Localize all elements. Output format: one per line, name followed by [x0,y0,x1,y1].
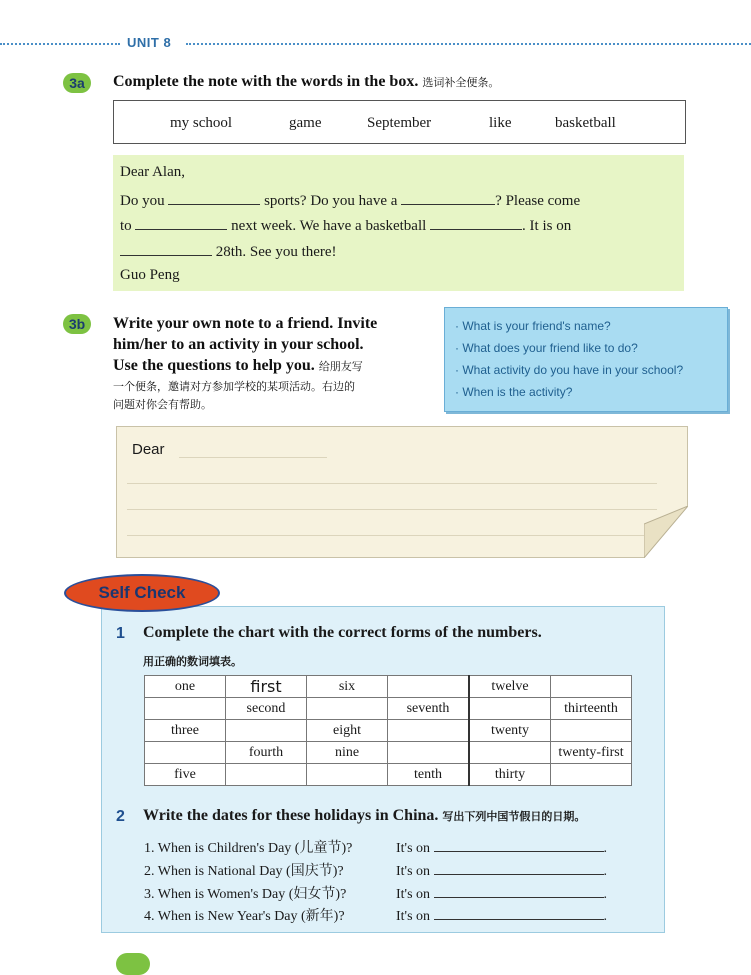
holiday-question [144,837,607,857]
note-text: next week. We have a basketball [231,218,427,234]
word-box [113,100,686,144]
hint-question: · What is your friend's name? [455,319,611,333]
chart-cell[interactable] [551,720,632,742]
chart-cell: twenty [469,720,551,742]
q2-instruction [143,807,585,825]
answer-blank[interactable] [434,885,604,898]
chart-row [145,676,632,698]
section-3a-instruction [113,73,499,91]
self-check-title: Self Check [64,574,220,612]
writing-line [179,457,327,458]
chart-row [145,720,632,742]
chart-cell[interactable] [388,676,470,698]
chart-cell: fourth [226,742,307,764]
chart-cell[interactable] [469,742,551,764]
answer-prefix: It's on [396,887,431,902]
chart-cell[interactable] [307,764,388,786]
instruction-cn: 选词补全便条。 [422,77,500,89]
page-curl-icon [644,506,688,558]
note-text: sports? Do you have a [264,193,398,209]
answer-prefix: It's on [396,909,431,924]
chart-cell: nine [307,742,388,764]
chart-row [145,698,632,720]
writing-line [127,509,657,510]
q2-instruction-cn: 写出下列中国节假日的日期。 [442,811,586,823]
chart-cell: thirty [469,764,551,786]
question-number: 1 [116,625,125,642]
q2-instruction-en: Write the dates for these holidays in China. [143,807,439,824]
note-salutation: Dear Alan, [120,164,185,180]
top-dotted-rule-left [0,43,120,45]
note-text: 28th. See you there! [215,244,337,260]
instruction-line: Use the questions to help you. [113,357,315,374]
q1-instruction: Complete the chart with the correct forms of the numbers. [143,624,542,641]
chart-cell[interactable] [145,742,226,764]
hint-question: · What does your friend like to do? [455,341,638,355]
note-text: to [120,218,132,234]
chart-row [145,764,632,786]
fill-blank[interactable] [401,190,495,205]
q1-instruction-cn: 用正确的数词填表。 [143,656,242,668]
fill-blank[interactable] [430,215,522,230]
word-item: September [367,115,432,131]
chart-cell: eight [307,720,388,742]
hint-question: · What activity do you have in your school? [455,363,684,377]
unit-label: UNIT 8 [124,35,174,50]
holiday-question [144,860,607,880]
chart-cell[interactable] [388,720,470,742]
fill-blank[interactable] [120,241,212,256]
chart-cell[interactable] [388,742,470,764]
holiday-question-text: 4. When is New Year's Day (新年)? [144,909,345,924]
chart-cell: six [307,676,388,698]
chart-cell: five [145,764,226,786]
chart-cell: second [226,698,307,720]
instruction-cn: 一个便条，邀请对方参加学校的某项活动。右边的 [113,381,355,393]
chart-cell: seventh [388,698,470,720]
period: . [603,864,608,879]
note-text: Do you [120,193,165,209]
holiday-question [144,883,607,903]
note-line-3 [120,241,337,261]
chart-cell: one [145,676,226,698]
holiday-question-text: 2. When is National Day (国庆节)? [144,864,344,879]
period: . [603,909,608,924]
note-line-2 [120,215,571,235]
chart-cell: twenty-first [551,742,632,764]
top-dotted-rule-right [186,43,751,45]
self-check-panel [101,606,665,933]
chart-cell: twelve [469,676,551,698]
chart-cell[interactable] [226,720,307,742]
instruction-cn: 给朋友写 [318,361,363,373]
note-signature: Guo Peng [120,267,180,283]
note-text: . It is on [522,218,572,234]
word-item: like [489,115,512,131]
period: . [603,887,608,902]
question-hint-box [444,307,728,412]
chart-cell[interactable] [551,764,632,786]
section-3b-instruction [113,313,438,414]
instruction-en: Complete the note with the words in the box. [113,73,419,90]
chart-cell: tenth [388,764,470,786]
writing-line [127,483,657,484]
word-item: game [289,115,322,131]
writing-line [127,535,647,536]
numbers-chart [144,675,632,786]
fill-blank[interactable] [168,190,260,205]
chart-cell[interactable] [145,698,226,720]
holiday-question-text: 1. When is Children's Day (儿童节)? [144,841,353,856]
answer-blank[interactable] [434,862,604,875]
chart-cell: three [145,720,226,742]
chart-cell[interactable] [307,698,388,720]
section-3b-badge: 3b [63,314,91,334]
holiday-question [144,905,607,925]
chart-row [145,742,632,764]
chart-cell[interactable] [551,676,632,698]
note-writing-paper[interactable] [116,426,688,558]
section-3a-badge: 3a [63,73,91,93]
fill-blank[interactable] [135,215,227,230]
question-number: 2 [116,808,125,825]
word-item: basketball [555,115,616,131]
word-item: my school [170,115,233,131]
note-text: ? Please come [495,193,581,209]
chart-cell: thirteenth [551,698,632,720]
paper-salutation: Dear [132,441,165,458]
hint-question: · When is the activity? [455,385,573,399]
instruction-line: him/her to an activity in your school. [113,336,364,353]
instruction-cn: 问题对你会有帮助。 [113,399,212,411]
holiday-question-text: 3. When is Women's Day (妇女节)? [144,887,347,902]
instruction-line: Write your own note to a friend. Invite [113,315,378,332]
chart-cell[interactable]: first [226,676,307,698]
page-number-badge [116,953,150,975]
period: . [603,841,608,856]
note-card [113,155,684,291]
answer-blank[interactable] [434,907,604,920]
answer-blank[interactable] [434,839,604,852]
answer-prefix: It's on [396,841,431,856]
note-line-1 [120,190,580,210]
chart-cell[interactable] [226,764,307,786]
chart-cell[interactable] [469,698,551,720]
answer-prefix: It's on [396,864,431,879]
